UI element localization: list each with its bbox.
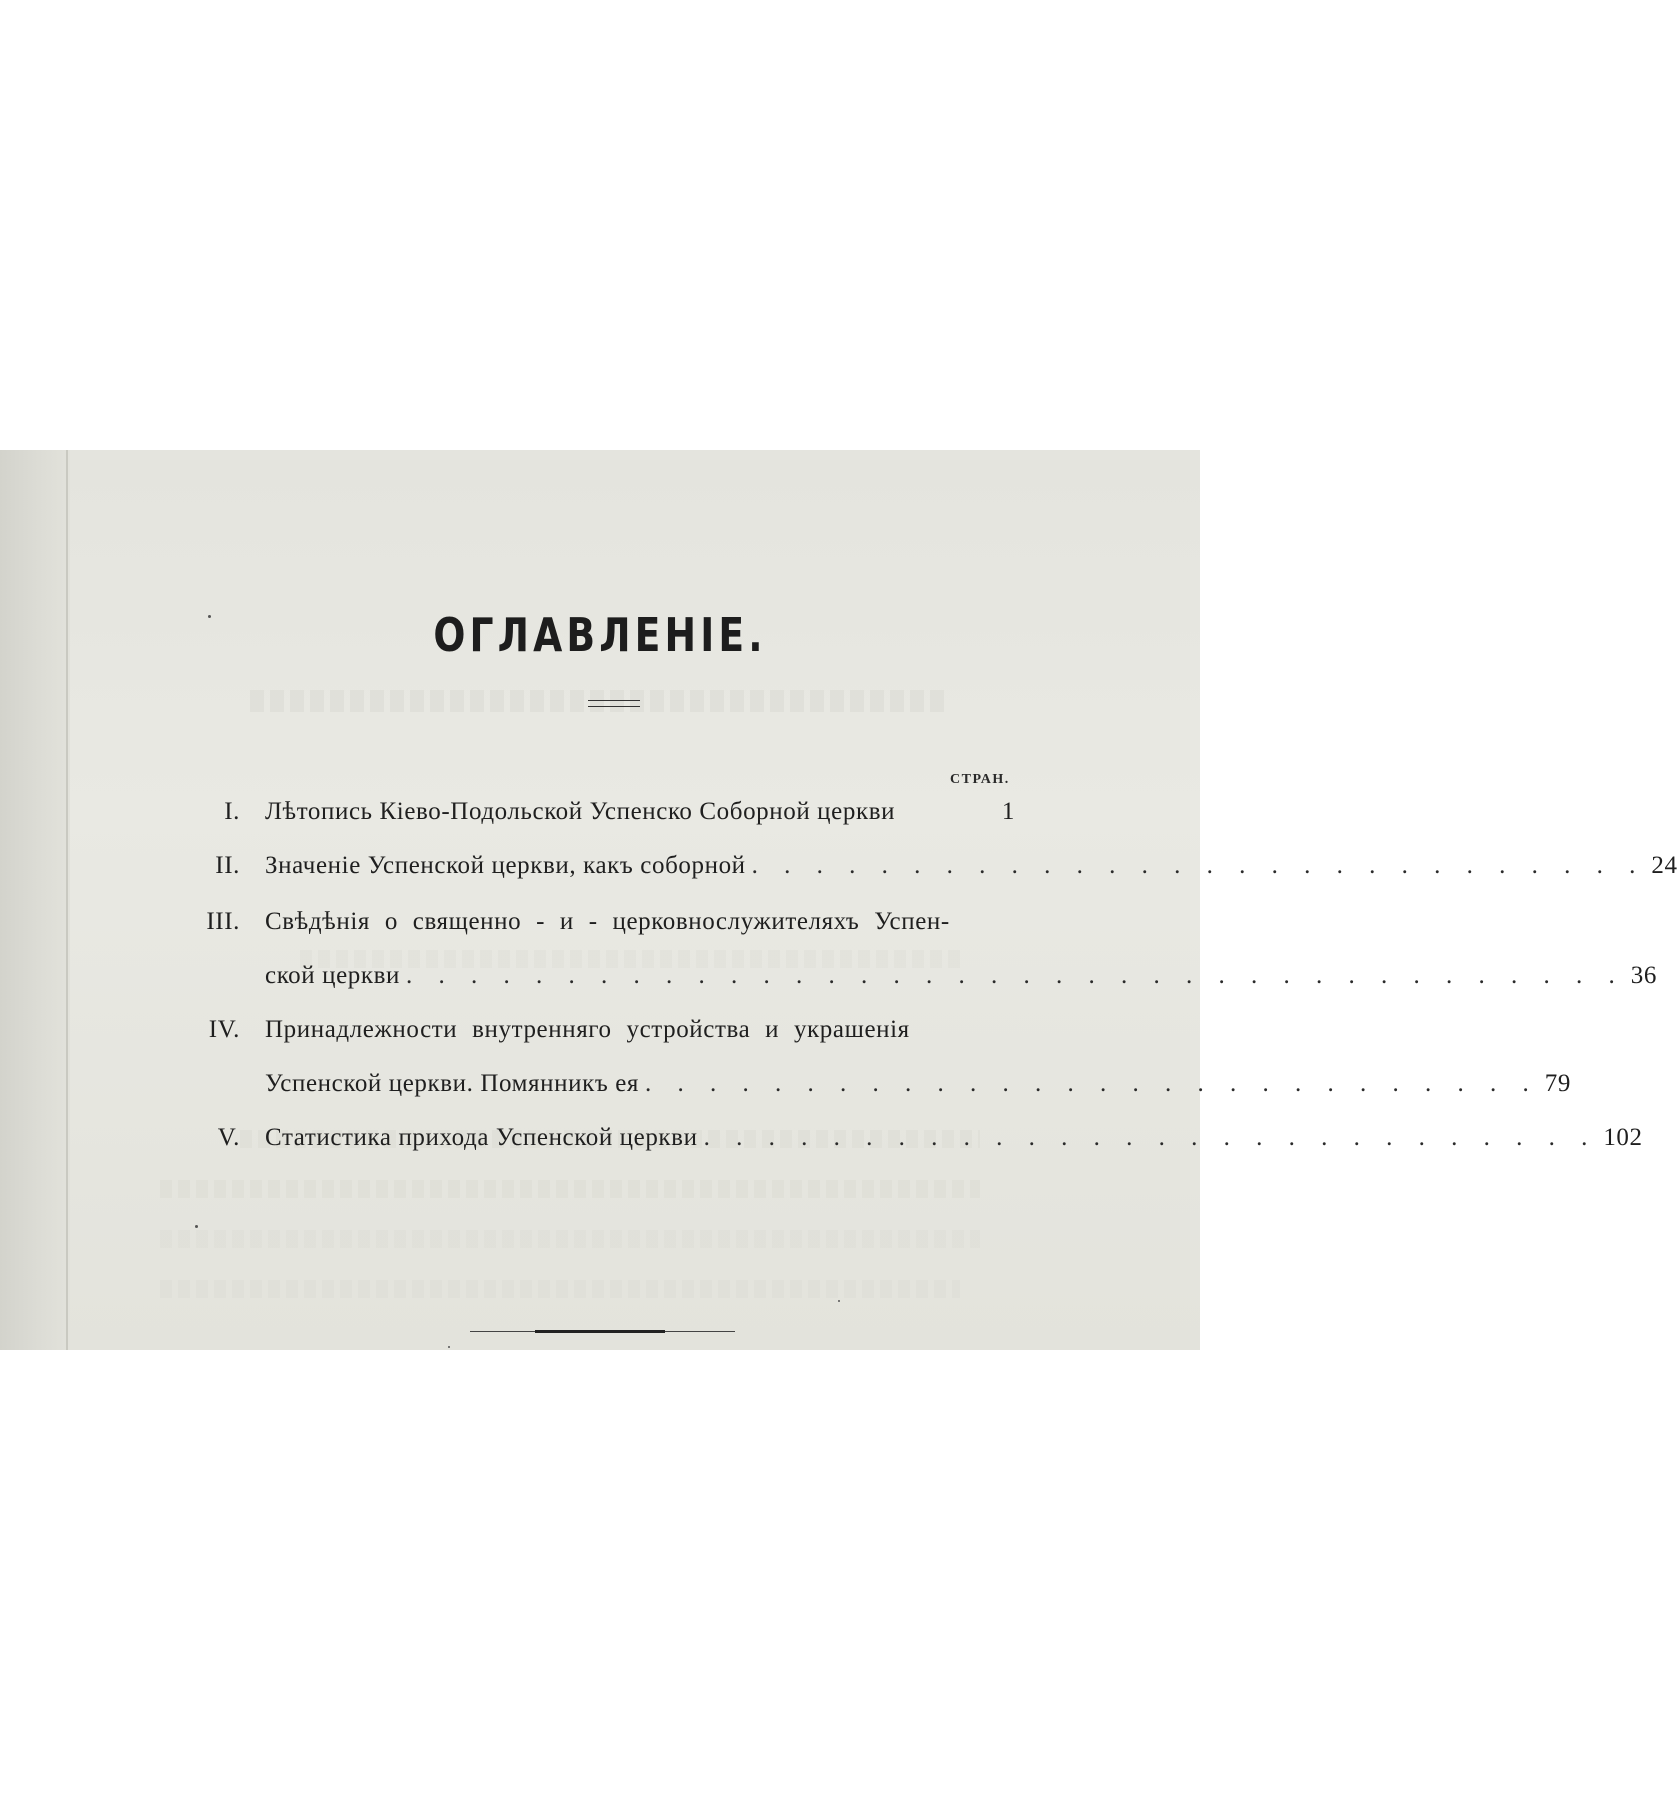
entry-line bbox=[265, 962, 1657, 990]
paper-speck bbox=[208, 615, 211, 618]
entry-page-number: 36 bbox=[1630, 962, 1657, 989]
entry-number: IV. bbox=[208, 1016, 240, 1043]
dot-leader: . . . . . . . . . . . . . . . . . . . . . . . . . . . . bbox=[645, 1070, 1539, 1097]
entry-title-continued: Успенской церкви. Помянникъ ея bbox=[265, 1070, 640, 1097]
entry-line bbox=[265, 908, 1015, 936]
closing-ornamental-rule bbox=[470, 1330, 735, 1333]
title-double-rule bbox=[588, 700, 640, 707]
entry-number: III. bbox=[206, 908, 240, 935]
show-through-line bbox=[160, 1280, 960, 1298]
entry-title: Значеніе Успенской церкви, какъ соборной bbox=[265, 852, 746, 879]
show-through-line bbox=[160, 1230, 980, 1248]
entry-line bbox=[265, 1070, 1571, 1098]
entry-title: Лѣтопись Кіево-Подольской Успенско Соборной церкви bbox=[265, 798, 896, 825]
dot-leader: . . . . . . . . . . . . . . . . . . . . . . . . . . . . bbox=[703, 1124, 1598, 1151]
dot-leader: . . . . . . . . . . . . . . . . . . . . . . . . . . . . . . . . . . . . . . bbox=[406, 962, 1625, 989]
paper-speck bbox=[838, 1300, 840, 1302]
book-page-photo bbox=[0, 450, 1678, 1350]
show-through-line bbox=[160, 1180, 980, 1198]
entry-line bbox=[265, 1124, 1643, 1152]
entry-line bbox=[265, 852, 1678, 880]
entry-line bbox=[265, 1016, 1015, 1044]
paper-speck bbox=[195, 1225, 198, 1228]
entry-title: Статистика прихода Успенской церкви bbox=[265, 1124, 698, 1151]
entry-title-continued: ской церкви bbox=[265, 962, 401, 989]
rule-thin-left bbox=[470, 1331, 535, 1332]
page-title: ОГЛАВЛЕНІЕ. bbox=[433, 608, 767, 662]
rule-thin-right bbox=[665, 1331, 735, 1332]
book-gutter bbox=[0, 450, 70, 1350]
entry-line bbox=[265, 798, 1015, 826]
entry-number: V. bbox=[217, 1124, 240, 1151]
dot-leader: . . . . . . . . . . . . . . . . . . . . . . . . . . . . bbox=[751, 852, 1646, 879]
paper-speck bbox=[448, 1346, 450, 1348]
entry-page-number: 102 bbox=[1603, 1124, 1643, 1151]
rule-thick-center bbox=[535, 1330, 665, 1333]
entry-page-number: 1 bbox=[1001, 798, 1015, 825]
entry-title: Свѣдѣнія о священно - и - церковнослужителяхъ Успен- bbox=[265, 908, 950, 935]
entry-page-number: 24 bbox=[1651, 852, 1678, 879]
entry-number: I. bbox=[224, 798, 240, 825]
entry-number: II. bbox=[215, 852, 240, 879]
page-edge bbox=[66, 450, 68, 1350]
entry-title: Принадлежности внутренняго устройства и украшенія bbox=[265, 1016, 910, 1043]
page-column-label: СТРАН. bbox=[950, 772, 1010, 787]
entry-page-number: 79 bbox=[1544, 1070, 1571, 1097]
